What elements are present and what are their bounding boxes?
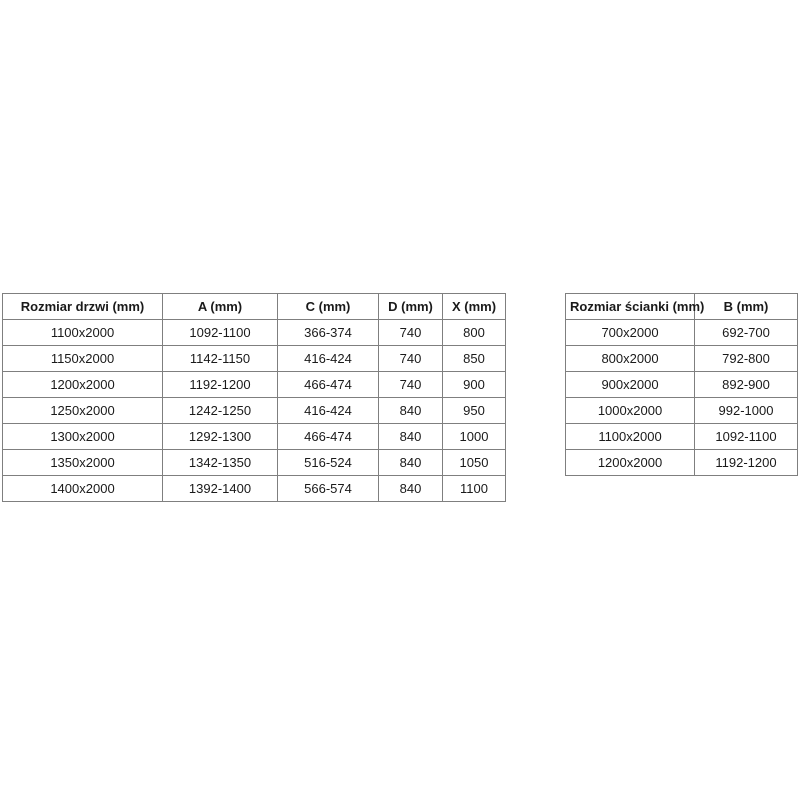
- table-cell: 840: [379, 398, 443, 424]
- table-cell: 740: [379, 372, 443, 398]
- table-row: [3, 450, 506, 476]
- door-table-header-row: [3, 294, 506, 320]
- table-cell: 800: [443, 320, 506, 346]
- table-cell: 1192-1200: [695, 450, 798, 476]
- table-cell: 792-800: [695, 346, 798, 372]
- table-cell: 1300x2000: [3, 424, 163, 450]
- table-cell: 740: [379, 346, 443, 372]
- column-header-d: D (mm): [379, 294, 443, 320]
- table-cell: 740: [379, 320, 443, 346]
- table-cell: 516-524: [278, 450, 379, 476]
- column-header-c: C (mm): [278, 294, 379, 320]
- column-header-x: X (mm): [443, 294, 506, 320]
- table-row: [566, 398, 798, 424]
- table-row: [3, 320, 506, 346]
- table-cell: 1000: [443, 424, 506, 450]
- column-header-b: B (mm): [695, 294, 798, 320]
- table-cell: 1292-1300: [163, 424, 278, 450]
- table-row: [566, 372, 798, 398]
- table-cell: 1200x2000: [566, 450, 695, 476]
- table-cell: 1250x2000: [3, 398, 163, 424]
- table-row: [3, 398, 506, 424]
- table-cell: 466-474: [278, 372, 379, 398]
- table-row: [566, 450, 798, 476]
- table-row: [566, 346, 798, 372]
- table-row: [566, 424, 798, 450]
- table-row: [3, 372, 506, 398]
- table-cell: 1150x2000: [3, 346, 163, 372]
- table-cell: 366-374: [278, 320, 379, 346]
- table-cell: 1242-1250: [163, 398, 278, 424]
- column-header-rozmiar-scianki: Rozmiar ścianki (mm): [566, 294, 695, 320]
- table-row: [3, 424, 506, 450]
- table-cell: 800x2000: [566, 346, 695, 372]
- table-cell: 1092-1100: [695, 424, 798, 450]
- table-cell: 1100x2000: [566, 424, 695, 450]
- table-cell: 992-1000: [695, 398, 798, 424]
- table-cell: 1100x2000: [3, 320, 163, 346]
- table-cell: 900x2000: [566, 372, 695, 398]
- table-row: [3, 346, 506, 372]
- table-cell: 1092-1100: [163, 320, 278, 346]
- table-cell: 900: [443, 372, 506, 398]
- table-cell: 700x2000: [566, 320, 695, 346]
- table-cell: 840: [379, 424, 443, 450]
- table-cell: 416-424: [278, 346, 379, 372]
- table-cell: 1142-1150: [163, 346, 278, 372]
- table-cell: 466-474: [278, 424, 379, 450]
- table-cell: 416-424: [278, 398, 379, 424]
- table-cell: 1342-1350: [163, 450, 278, 476]
- table-row: [3, 476, 506, 502]
- table-cell: 850: [443, 346, 506, 372]
- wall-size-table: [565, 293, 798, 476]
- table-cell: 1050: [443, 450, 506, 476]
- table-cell: 950: [443, 398, 506, 424]
- table-cell: 1200x2000: [3, 372, 163, 398]
- column-header-a: A (mm): [163, 294, 278, 320]
- table-cell: 840: [379, 476, 443, 502]
- table-cell: 1392-1400: [163, 476, 278, 502]
- column-header-rozmiar-drzwi: Rozmiar drzwi (mm): [3, 294, 163, 320]
- table-cell: 1350x2000: [3, 450, 163, 476]
- table-cell: 566-574: [278, 476, 379, 502]
- table-cell: 692-700: [695, 320, 798, 346]
- table-cell: 1192-1200: [163, 372, 278, 398]
- wall-table-header-row: [566, 294, 798, 320]
- table-cell: 840: [379, 450, 443, 476]
- door-size-table: [2, 293, 506, 502]
- table-cell: 1400x2000: [3, 476, 163, 502]
- table-cell: 1000x2000: [566, 398, 695, 424]
- table-row: [566, 320, 798, 346]
- table-cell: 892-900: [695, 372, 798, 398]
- table-cell: 1100: [443, 476, 506, 502]
